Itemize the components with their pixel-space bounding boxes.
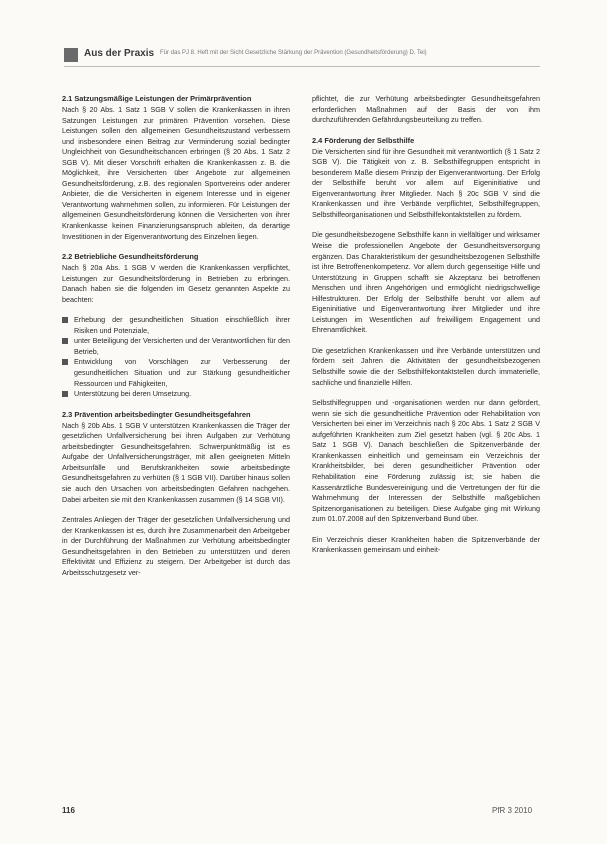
body-paragraph: Selbsthilfegruppen und -organisationen werden nur dann gefördert, wenn sie sich die gesundheitliche Prävention oder Rehabilitation von Versicherten bei einer im Verzeichnis nach § 20c Abs. 1 Satz 2 SGB V aufgeführten Krankheiten zum Ziel gesetzt haben (vgl. § 20c Abs. 1 Satz 1 SGB V). Danach beschließen die Spitzenverbände der Krankenkassen einheitlich und gemeinsam ein Verzeichnis der Krankheitsbilder, bei deren gesundheitlicher Prävention oder Rehabilitation eine Förderung zulässig ist; sie haben die Kassenärztliche Bundesvereinigung und die Vertretungen der für die Wahrnehmung der Interessen der Selbsthilfe maßgeblichen Spitzenorganisationen zu beteiligen. Diese Aufgabe ging mit Wirkung zum 01.07.2008 auf den Spitzenverband Bund über. — [312, 398, 540, 524]
square-bullet-icon — [62, 359, 68, 365]
section-heading: 2.2 Betriebliche Gesundheitsförderung — [62, 252, 199, 262]
body-paragraph: Zentrales Anliegen der Träger der gesetzlichen Unfallversicherung und der Krankenkassen ist es, durch ihre Zusammenarbeit den Arbeitgeber in der Durchführung der Maßnahmen zur Verhütung arbeitsbedingter Gesundheitsgefahren in den Betrieben zu unterstützen und deren Effektivität und Effizienz zu steigern. Der Arbeitgeber ist durch das Arbeitsschutzgesetz ver- — [62, 515, 290, 577]
journal-name: PfR 3 2010 — [492, 806, 533, 815]
section-marker — [64, 48, 78, 62]
section-heading: 2.1 Satzungsmäßige Leistungen der Primärprävention — [62, 94, 252, 103]
body-paragraph: pflichtet, die zur Verhütung arbeitsbedingter Gesundheitsgefahren erforderlichen Maßnahmen auf der Basis der von ihm durchzuführenden Gefährdungsbeurteilung zu treffen. — [312, 94, 540, 125]
list-item — [62, 336, 290, 357]
header-rule — [64, 66, 540, 67]
body-paragraph: Die gesundheitsbezogene Selbsthilfe kann in vielfältiger und wirksamer Weise die professionellen Angebote der Gesundheitsversorgung ergänzen. Das Charakteristikum der gesundheitsbezogenen Selbsthilfe ist ihre Betroffenenkompetenz. Vor allem durch gegenseitige Hilfe und Unterstützung in Gruppen schafft sie Akzeptanz bei betroffenen Menschen und ihren Angehörigen und ermöglicht niedrigschwellige Hilfestrukturen. Der Erfolg der Selbsthilfe beruht vor allem auf Eigeninitiative und Eigenverantwortung ihrer Mitglieder und ihre Leistungen im Wesentlichen auf freiwilligem Engagement und Ehrenamtlichkeit. — [312, 230, 540, 335]
page-number: 116 — [62, 806, 75, 815]
section-heading: 2.3 Prävention arbeitsbedingter Gesundheitsgefahren — [62, 409, 251, 419]
square-bullet-icon — [62, 317, 68, 323]
body-paragraph: Ein Verzeichnis dieser Krankheiten haben die Spitzenverbände der Krankenkassen gemeinsam und einheit- — [312, 534, 540, 555]
list-item-text: unter Beteiligung der Versicherten und der Verantwortlichen für den Betrieb, — [74, 336, 290, 356]
section-title: Aus der Praxis — [84, 48, 155, 59]
square-bullet-icon — [62, 338, 68, 344]
body-paragraph: Nach § 20b Abs. 1 SGB V unterstützen Krankenkassen die Träger der gesetzlichen Unfallversicherung bei ihren Aufgaben zur Verhütung arbeitsbedingter Gesundheitsgefahren. Schwerpunktmäßig ist es Aufgabe der Unfallversicherungsträger, mit allen geeigneten Mitteln Arbeitsunfälle und Berufskrankheiten sowie arbeitsbedingte Gesundheitsgefahren zu verhüten (§ 1 SGB VII). Darüber hinaus sollen sie auch den Ursachen von arbeitsbedingten Gefahren nachgehen. Dabei arbeiten sie mit den Krankenkassen zusammen (§ 14 SGB VII). — [62, 420, 290, 504]
body-paragraph: Die Versicherten sind für ihre Gesundheit mit verantwortlich (§ 1 Satz 2 SGB V). Die Tätigkeit von z. B. Selbsthilfegruppen entspricht in besonderem Maße diesem Prinzip der Eigenverantwortung. Der Erfolg der Selbsthilfe beruht vor allem auf Eigeninitiative und Eigenverantwortung ihrer Mitglieder. Nach § 20c SGB V sind die Krankenkassen und ihre Verbände verpflichtet, Selbsthilfegruppen, Selbsthilfeorganisationen und Selbsthilfekontaktstellen zu fördern. — [312, 146, 540, 219]
list-item-text: Erhebung der gesundheitlichen Situation einschließlich ihrer Risiken und Potenziale, — [74, 315, 290, 335]
body-paragraph: Die gesetzlichen Krankenkassen und ihre Verbände unterstützen und fördern seit Jahren die Aktivitäten der gesundheitsbezogenen Selbsthilfe sowie die der Selbsthilfekontaktstellen durch immaterielle, sachliche und finanzielle Hilfen. — [312, 345, 540, 387]
list-item — [62, 389, 290, 400]
body-paragraph: Nach § 20 Abs. 1 Satz 1 SGB V sollen die Krankenkassen in ihren Satzungen Leistungen zur primären Prävention vorsehen. Diese Leistungen sollen den allgemeinen Gesundheitszustand verbessern und insbesondere einen Beitrag zur Verminderung sozial bedingter Ungleichheit von Gesundheitschancen erbringen (§ 20 Abs. 1 Satz 2 SGB V). Mit dieser Vorschrift erhalten die Krankenkassen z. B. die Möglichkeit, ihre Versicherten über Angebote zur allgemeinen Gesundheitsförderung, z.B. des regionalen Sportvereins oder anderer Anbieter, die die Versicherten in eigenem Interesse und in eigener Verantwortung wahrnehmen sollen, zu informieren. Für Leistungen der allgemeinen Gesundheitsförderung können die Versicherten von ihrer Krankenkasse keinen Finanzierungsanspruch ableiten, da derartige Investitionen in der Eigenverantwortung des Einzelnen liegen. — [62, 105, 290, 241]
list-item — [62, 357, 290, 389]
list-item-text: Unterstützung bei deren Umsetzung. — [74, 389, 192, 399]
section-subtitle: Für das PJ 8. Heft mit der Sicht Gesetzliche Stärkung der Prävention (Gesundheitsförderung) D. Tei) — [160, 50, 427, 56]
bullet-list — [62, 315, 290, 399]
left-column — [62, 94, 290, 588]
right-column — [312, 94, 540, 566]
list-item-text: Entwicklung von Vorschlägen zur Verbesserung der gesundheitlichen Situation und zur Stärkung gesundheitlicher Ressourcen und Fähigkeiten, — [74, 357, 290, 388]
section-heading: 2.4 Förderung der Selbsthilfe — [312, 135, 415, 145]
body-paragraph: Nach § 20a Abs. 1 SGB V werden die Krankenkassen verpflichtet, Leistungen zur Gesundheitsförderung in Betrieben zu erbringen. Danach haben sie die folgenden im Gesetz genannten Aspekte zu beachten: — [62, 263, 290, 304]
list-item — [62, 315, 290, 336]
square-bullet-icon — [62, 391, 68, 397]
